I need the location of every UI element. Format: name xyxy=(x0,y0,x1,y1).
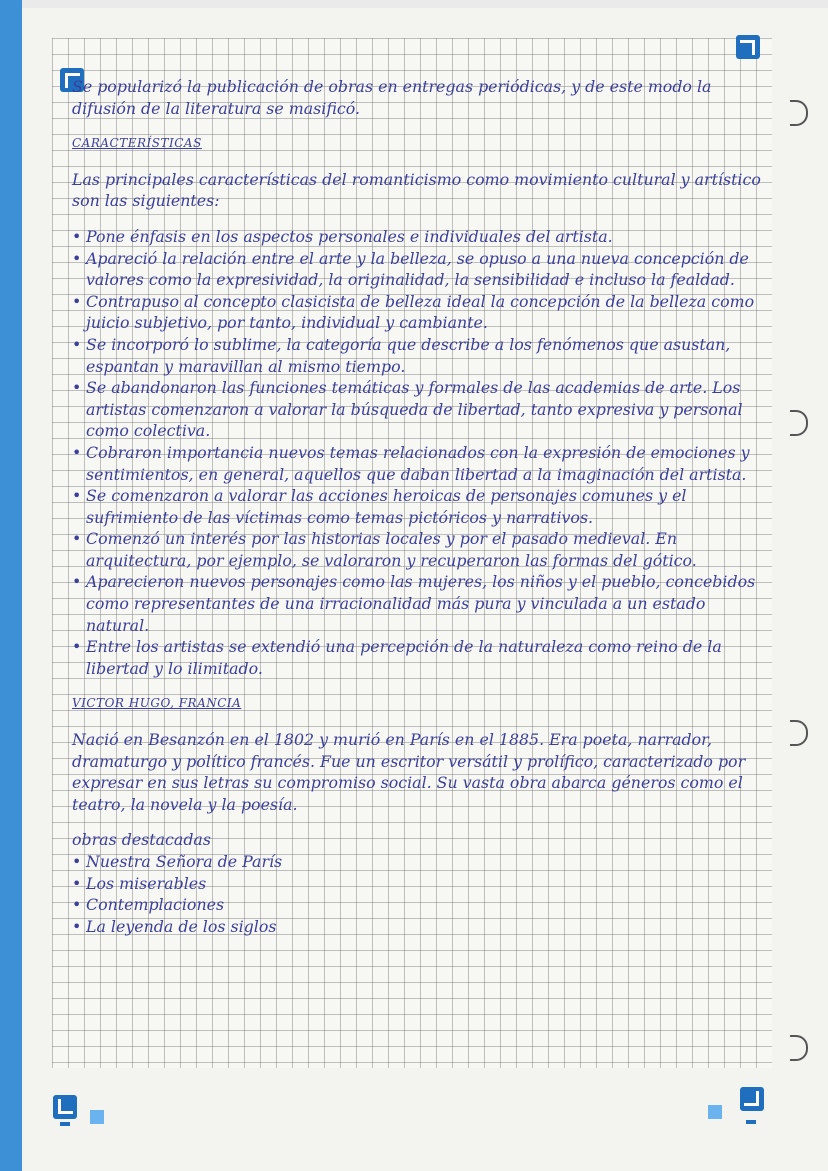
list-item: • Comenzó un interés por las historias locales y por el pasado medieval. En arquitectura, por ejemplo, se valoraron y recuperaron las formas del gótico. xyxy=(72,528,762,571)
lead-paragraph: Las principales características del romanticismo como movimiento cultural y artístico son las siguientes: xyxy=(72,169,761,211)
bio-paragraph: Nació en Besanzón en el 1802 y murió en París en el 1885. Era poeta, narrador, dramaturgo y político francés. Fue un escritor versátil y prolífico, caracterizado por expresar en sus letras su compromiso social. Su vasta obra abarca géneros como el teatro, la novela y la poesía. xyxy=(72,730,746,814)
list-item: • Contrapuso al concepto clasicista de belleza ideal la concepción de la belleza como juicio subjetivo, por tanto, individual y cambiante. xyxy=(72,291,762,334)
scan-dash-mark xyxy=(60,1122,70,1126)
binder-hole-icon xyxy=(790,410,808,436)
scan-dash-mark xyxy=(746,1120,756,1124)
section-heading: CARACTERÍSTICAS xyxy=(72,136,202,151)
works-list xyxy=(72,851,762,937)
binder-hole-icon xyxy=(790,100,808,126)
list-item: • Aparecieron nuevos personajes como las mujeres, los niños y el pueblo, concebidos como representantes de una irracionalidad más pura y vinculada a un estado natural. xyxy=(72,571,762,636)
list-item: • Entre los artistas se extendió una percepción de la naturaleza como reino de la libertad y lo ilimitado. xyxy=(72,636,762,679)
corner-mark-bottom-left-icon xyxy=(53,1095,77,1119)
binder-hole-icon xyxy=(790,1035,808,1061)
list-item: • Se abandonaron las funciones temáticas y formales de las academias de arte. Los artistas comenzaron a valorar la búsqueda de libertad, tanto expresiva y personal como colectiva. xyxy=(72,377,762,442)
list-item: • Se incorporó lo sublime, la categoría que describe a los fenómenos que asustan, espantan y maravillan al mismo tiempo. xyxy=(72,334,762,377)
intro-paragraph: Se popularizó la publicación de obras en entregas periódicas, y de este modo la difusión de la literatura se masificó. xyxy=(72,77,712,118)
characteristics-list xyxy=(72,226,762,679)
list-item: • Cobraron importancia nuevos temas relacionados con la expresión de emociones y sentimientos, en general, aquellos que daban libertad a la imaginación del artista. xyxy=(72,442,762,485)
list-item: • Pone énfasis en los aspectos personales e individuales del artista. xyxy=(72,226,762,248)
binding-strip xyxy=(0,0,22,1171)
scan-square-mark xyxy=(708,1105,722,1119)
list-item: • Los miserables xyxy=(72,873,762,895)
binder-hole-icon xyxy=(790,720,808,746)
works-label: obras destacadas xyxy=(72,830,211,850)
list-item: • Contemplaciones xyxy=(72,894,762,916)
top-edge xyxy=(0,0,828,8)
corner-mark-bottom-right-icon xyxy=(740,1087,764,1111)
list-item: • La leyenda de los siglos xyxy=(72,916,762,938)
scan-square-mark xyxy=(90,1110,104,1124)
handwritten-notes xyxy=(72,76,762,937)
section-heading: VICTOR HUGO, FRANCIA xyxy=(72,696,242,711)
list-item: • Apareció la relación entre el arte y la belleza, se opuso a una nueva concepción de valores como la expresividad, la originalidad, la sensibilidad e incluso la fealdad. xyxy=(72,248,762,291)
list-item: • Se comenzaron a valorar las acciones heroicas de personajes comunes y el sufrimiento de las víctimas como temas pictóricos y narrativos. xyxy=(72,485,762,528)
corner-mark-top-right-icon xyxy=(736,35,760,59)
list-item: • Nuestra Señora de París xyxy=(72,851,762,873)
